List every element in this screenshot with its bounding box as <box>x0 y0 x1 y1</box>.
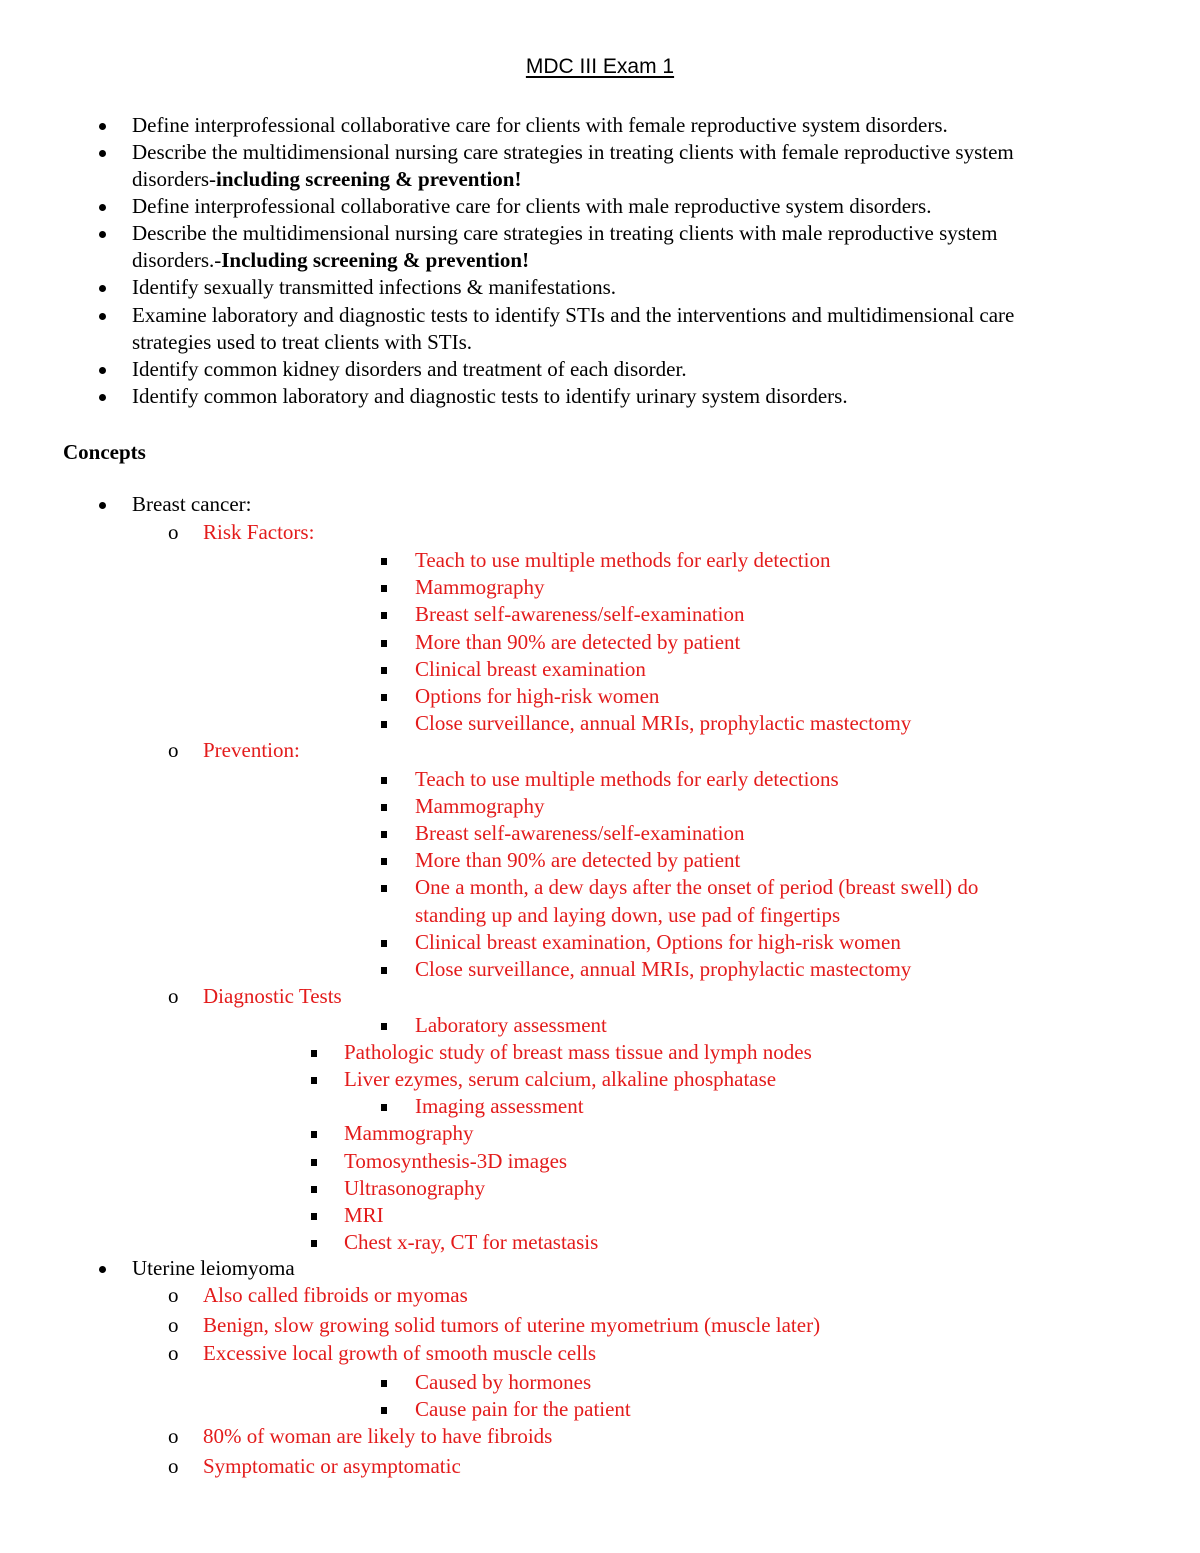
topic-uterine-leiomyoma: Uterine leiomyoma <box>132 1256 295 1280</box>
square-bullet-icon <box>311 1159 317 1166</box>
square-bullet-icon <box>381 885 387 892</box>
list-item: Benign, slow growing solid tumors of uterine myometrium (muscle later) <box>203 1313 821 1337</box>
list-item: Excessive local growth of smooth muscle cells <box>203 1341 597 1365</box>
list-item: Close surveillance, annual MRIs, prophylactic mastectomy <box>415 711 912 735</box>
objective-item-continuation <box>132 247 529 274</box>
square-bullet-icon <box>381 721 387 728</box>
list-item: Teach to use multiple methods for early detection <box>415 548 831 572</box>
objective-text: disorders- <box>132 167 216 191</box>
circle-bullet-icon: o <box>168 1341 179 1365</box>
square-bullet-icon <box>311 1240 317 1247</box>
list-item: MRI <box>344 1203 384 1227</box>
bullet-icon <box>99 285 106 292</box>
objective-item: Examine laboratory and diagnostic tests to identify STIs and the interventions and multidimensional care <box>132 303 1015 327</box>
list-item: Caused by hormones <box>415 1370 592 1394</box>
bullet-icon <box>99 313 106 320</box>
list-item: Breast self-awareness/self-examination <box>415 602 745 626</box>
square-bullet-icon <box>381 667 387 674</box>
objective-item: Identify common laboratory and diagnostic tests to identify urinary system disorders. <box>132 384 848 408</box>
square-bullet-icon <box>381 967 387 974</box>
bullet-icon <box>99 150 106 157</box>
square-bullet-icon <box>381 694 387 701</box>
square-bullet-icon <box>311 1213 317 1220</box>
bullet-icon <box>99 394 106 401</box>
topic-breast-cancer: Breast cancer: <box>132 492 252 516</box>
list-item: Close surveillance, annual MRIs, prophylactic mastectomy <box>415 957 912 981</box>
square-bullet-icon <box>381 640 387 647</box>
objective-item: Describe the multidimensional nursing care strategies in treating clients with male reproductive system <box>132 221 998 245</box>
objective-emphasis: including screening & prevention! <box>215 167 522 191</box>
risk-factors-label: Risk Factors: <box>203 520 315 544</box>
square-bullet-icon <box>381 1380 387 1387</box>
objective-item: Identify sexually transmitted infections & manifestations. <box>132 275 617 299</box>
list-item: Teach to use multiple methods for early detections <box>415 767 839 791</box>
list-item: Chest x-ray, CT for metastasis <box>344 1230 599 1254</box>
list-item: Options for high-risk women <box>415 684 660 708</box>
list-item: Breast self-awareness/self-examination <box>415 821 745 845</box>
circle-bullet-icon: o <box>168 1283 179 1307</box>
list-item: Also called fibroids or myomas <box>203 1283 468 1307</box>
circle-bullet-icon: o <box>168 520 179 544</box>
list-item: Mammography <box>415 575 545 599</box>
bullet-icon <box>99 231 106 238</box>
list-item: One a month, a dew days after the onset of period (breast swell) do <box>415 875 979 899</box>
objective-item: Describe the multidimensional nursing care strategies in treating clients with female reproductive system <box>132 140 1014 164</box>
list-item: Ultrasonography <box>344 1176 486 1200</box>
list-item: Pathologic study of breast mass tissue and lymph nodes <box>344 1040 812 1064</box>
list-item: More than 90% are detected by patient <box>415 848 741 872</box>
list-item: Mammography <box>344 1121 474 1145</box>
square-bullet-icon <box>381 585 387 592</box>
square-bullet-icon <box>381 804 387 811</box>
objective-item-continuation: strategies used to treat clients with STIs. <box>132 330 473 354</box>
list-item: Cause pain for the patient <box>415 1397 631 1421</box>
square-bullet-icon <box>311 1050 317 1057</box>
square-bullet-icon <box>381 1104 387 1111</box>
square-bullet-icon <box>381 1407 387 1414</box>
concepts-heading: Concepts <box>63 440 146 464</box>
square-bullet-icon <box>311 1077 317 1084</box>
square-bullet-icon <box>381 558 387 565</box>
square-bullet-icon <box>381 777 387 784</box>
list-item: Mammography <box>415 794 545 818</box>
circle-bullet-icon: o <box>168 1454 179 1478</box>
bullet-icon <box>99 502 106 509</box>
objective-item: Define interprofessional collaborative care for clients with male reproductive system disorders. <box>132 194 932 218</box>
square-bullet-icon <box>381 612 387 619</box>
circle-bullet-icon: o <box>168 1313 179 1337</box>
list-item: Liver ezymes, serum calcium, alkaline phosphatase <box>344 1067 777 1091</box>
square-bullet-icon <box>311 1186 317 1193</box>
square-bullet-icon <box>311 1131 317 1138</box>
list-item: Imaging assessment <box>415 1094 584 1118</box>
objective-item: Identify common kidney disorders and treatment of each disorder. <box>132 357 687 381</box>
page-title: MDC III Exam 1 <box>525 55 675 78</box>
circle-bullet-icon: o <box>168 738 179 762</box>
objective-item-continuation <box>132 166 521 193</box>
list-item: More than 90% are detected by patient <box>415 630 741 654</box>
square-bullet-icon <box>381 940 387 947</box>
list-item: Laboratory assessment <box>415 1013 607 1037</box>
bullet-icon <box>99 123 106 130</box>
circle-bullet-icon: o <box>168 984 179 1008</box>
list-item: Clinical breast examination <box>415 657 646 681</box>
bullet-icon <box>99 204 106 211</box>
list-item-continuation: standing up and laying down, use pad of fingertips <box>415 903 841 927</box>
square-bullet-icon <box>381 858 387 865</box>
objective-emphasis: Including screening & prevention! <box>221 248 530 272</box>
objective-item: Define interprofessional collaborative care for clients with female reproductive system disorders. <box>132 113 948 137</box>
square-bullet-icon <box>381 1023 387 1030</box>
objective-text: disorders.- <box>132 248 222 272</box>
prevention-label: Prevention: <box>203 738 300 762</box>
square-bullet-icon <box>381 831 387 838</box>
list-item: 80% of woman are likely to have fibroids <box>203 1424 553 1448</box>
list-item: Tomosynthesis-3D images <box>344 1149 568 1173</box>
list-item: Symptomatic or asymptomatic <box>203 1454 461 1478</box>
diagnostic-tests-label: Diagnostic Tests <box>203 984 342 1008</box>
list-item: Clinical breast examination, Options for high-risk women <box>415 930 901 954</box>
bullet-icon <box>99 367 106 374</box>
bullet-icon <box>99 1266 106 1273</box>
circle-bullet-icon: o <box>168 1424 179 1448</box>
